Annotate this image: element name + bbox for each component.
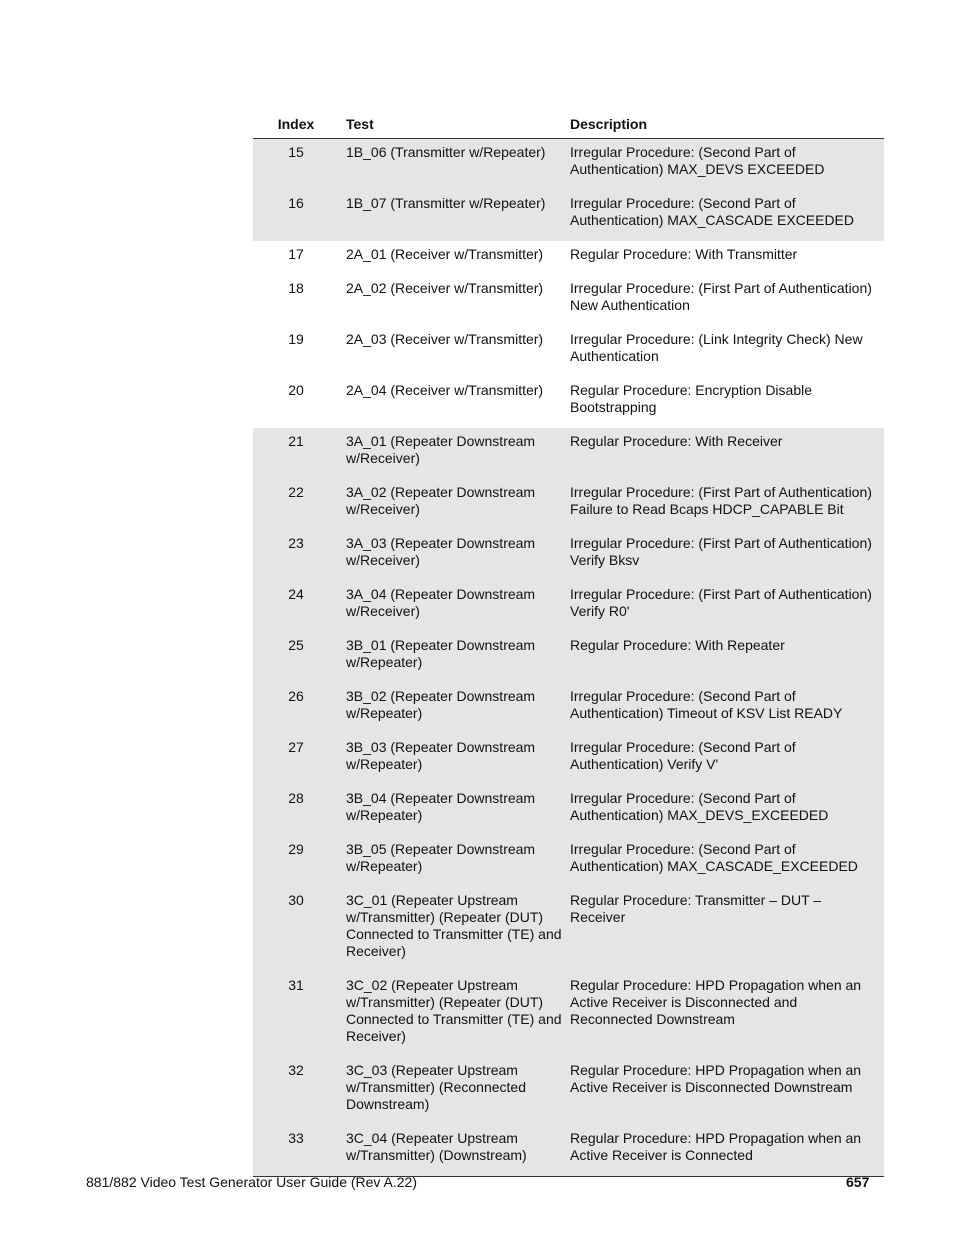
table-row bbox=[253, 632, 884, 683]
cell-test: 3A_03 (Repeater Downstream w/Receiver) bbox=[346, 535, 536, 568]
test-table bbox=[253, 110, 884, 1177]
cell-index: 19 bbox=[288, 331, 304, 347]
cell-index: 26 bbox=[288, 688, 304, 704]
cell-index: 24 bbox=[288, 586, 304, 602]
footer-page-number: 657 bbox=[846, 1174, 870, 1190]
table-row bbox=[253, 326, 884, 377]
cell-index: 32 bbox=[288, 1062, 304, 1078]
cell-test: 2A_03 (Receiver w/Transmitter) bbox=[346, 331, 544, 347]
table-row bbox=[253, 139, 884, 190]
header-index: Index bbox=[277, 116, 315, 132]
cell-index: 23 bbox=[288, 535, 304, 551]
cell-test: 3B_01 (Repeater Downstream w/Repeater) bbox=[346, 637, 536, 670]
cell-description: Regular Procedure: HPD Propagation when an Active Receiver is Connected bbox=[570, 1130, 862, 1163]
cell-description: Irregular Procedure: (Second Part of Authentication) Verify V' bbox=[570, 739, 796, 772]
cell-description: Irregular Procedure: (First Part of Authentication) Verify R0' bbox=[570, 586, 872, 619]
table-row bbox=[253, 428, 884, 479]
row-group bbox=[253, 241, 884, 428]
cell-description: Regular Procedure: With Receiver bbox=[570, 433, 783, 449]
cell-test: 1B_06 (Transmitter w/Repeater) bbox=[346, 144, 546, 160]
cell-test: 3A_02 (Repeater Downstream w/Receiver) bbox=[346, 484, 536, 517]
table-row bbox=[253, 836, 884, 887]
table-row bbox=[253, 275, 884, 326]
cell-description: Irregular Procedure: (Second Part of Authentication) Timeout of KSV List READY bbox=[570, 688, 843, 721]
cell-description: Regular Procedure: With Transmitter bbox=[570, 246, 798, 262]
table-row bbox=[253, 972, 884, 1057]
cell-index: 18 bbox=[288, 280, 304, 296]
cell-description: Irregular Procedure: (First Part of Authentication) Verify Bksv bbox=[570, 535, 872, 568]
table-row bbox=[253, 377, 884, 428]
cell-test: 3A_04 (Repeater Downstream w/Receiver) bbox=[346, 586, 536, 619]
cell-index: 15 bbox=[288, 144, 304, 160]
cell-test: 3B_02 (Repeater Downstream w/Repeater) bbox=[346, 688, 536, 721]
cell-description: Regular Procedure: Encryption Disable Bootstrapping bbox=[570, 382, 813, 415]
table-row bbox=[253, 785, 884, 836]
cell-description: Irregular Procedure: (First Part of Authentication) New Authentication bbox=[570, 280, 872, 313]
cell-index: 27 bbox=[288, 739, 304, 755]
table-row bbox=[253, 683, 884, 734]
cell-index: 33 bbox=[288, 1130, 304, 1146]
table-row bbox=[253, 734, 884, 785]
cell-test: 3C_02 (Repeater Upstream w/Transmitter) (Repeater (DUT) Connected to Transmitter (TE) and Receiver) bbox=[346, 977, 562, 1044]
cell-index: 25 bbox=[288, 637, 304, 653]
header-description: Description bbox=[570, 116, 648, 132]
cell-test: 2A_01 (Receiver w/Transmitter) bbox=[346, 246, 544, 262]
cell-index: 31 bbox=[288, 977, 304, 993]
cell-index: 20 bbox=[288, 382, 304, 398]
cell-test: 1B_07 (Transmitter w/Repeater) bbox=[346, 195, 546, 211]
table-row bbox=[253, 1125, 884, 1176]
table-row bbox=[253, 581, 884, 632]
cell-index: 28 bbox=[288, 790, 304, 806]
cell-description: Irregular Procedure: (Link Integrity Check) New Authentication bbox=[570, 331, 863, 364]
cell-description: Regular Procedure: HPD Propagation when an Active Receiver is Disconnected Downstream bbox=[570, 1062, 862, 1095]
cell-test: 2A_04 (Receiver w/Transmitter) bbox=[346, 382, 544, 398]
cell-test: 3A_01 (Repeater Downstream w/Receiver) bbox=[346, 433, 536, 466]
cell-test: 3B_04 (Repeater Downstream w/Repeater) bbox=[346, 790, 536, 823]
cell-index: 29 bbox=[288, 841, 304, 857]
table-row bbox=[253, 1057, 884, 1125]
cell-description: Regular Procedure: With Repeater bbox=[570, 637, 785, 653]
cell-description: Irregular Procedure: (Second Part of Authentication) MAX_CASCADE_EXCEEDED bbox=[570, 841, 858, 874]
cell-description: Irregular Procedure: (Second Part of Authentication) MAX_CASCADE EXCEEDED bbox=[570, 195, 854, 228]
table-body bbox=[253, 139, 884, 1177]
table-row bbox=[253, 887, 884, 972]
cell-description: Irregular Procedure: (First Part of Authentication) Failure to Read Bcaps HDCP_CAPABLE Bit bbox=[570, 484, 872, 517]
cell-index: 16 bbox=[288, 195, 304, 211]
table-row bbox=[253, 530, 884, 581]
cell-description: Regular Procedure: Transmitter – DUT – Receiver bbox=[570, 892, 822, 925]
cell-index: 21 bbox=[288, 433, 304, 449]
cell-index: 22 bbox=[288, 484, 304, 500]
footer-title: 881/882 Video Test Generator User Guide (Rev A.22) bbox=[86, 1174, 418, 1190]
cell-test: 3C_04 (Repeater Upstream w/Transmitter) (Downstream) bbox=[346, 1130, 527, 1163]
cell-test: 3B_03 (Repeater Downstream w/Repeater) bbox=[346, 739, 536, 772]
cell-test: 3C_01 (Repeater Upstream w/Transmitter) (Repeater (DUT) Connected to Transmitter (TE) and Receiver) bbox=[346, 892, 562, 959]
cell-test: 3C_03 (Repeater Upstream w/Transmitter) (Reconnected Downstream) bbox=[346, 1062, 526, 1112]
table-row bbox=[253, 479, 884, 530]
cell-index: 30 bbox=[288, 892, 304, 908]
table-row bbox=[253, 241, 884, 275]
cell-description: Irregular Procedure: (Second Part of Authentication) MAX_DEVS EXCEEDED bbox=[570, 144, 825, 177]
table-row bbox=[253, 190, 884, 241]
cell-description: Irregular Procedure: (Second Part of Authentication) MAX_DEVS_EXCEEDED bbox=[570, 790, 829, 823]
row-group bbox=[253, 139, 884, 241]
cell-test: 2A_02 (Receiver w/Transmitter) bbox=[346, 280, 544, 296]
row-group bbox=[253, 428, 884, 1176]
cell-description: Regular Procedure: HPD Propagation when an Active Receiver is Disconnected and Reconnected Downstream bbox=[570, 977, 862, 1027]
cell-index: 17 bbox=[288, 246, 304, 262]
table-header bbox=[253, 110, 884, 139]
cell-test: 3B_05 (Repeater Downstream w/Repeater) bbox=[346, 841, 536, 874]
header-test: Test bbox=[346, 116, 374, 132]
